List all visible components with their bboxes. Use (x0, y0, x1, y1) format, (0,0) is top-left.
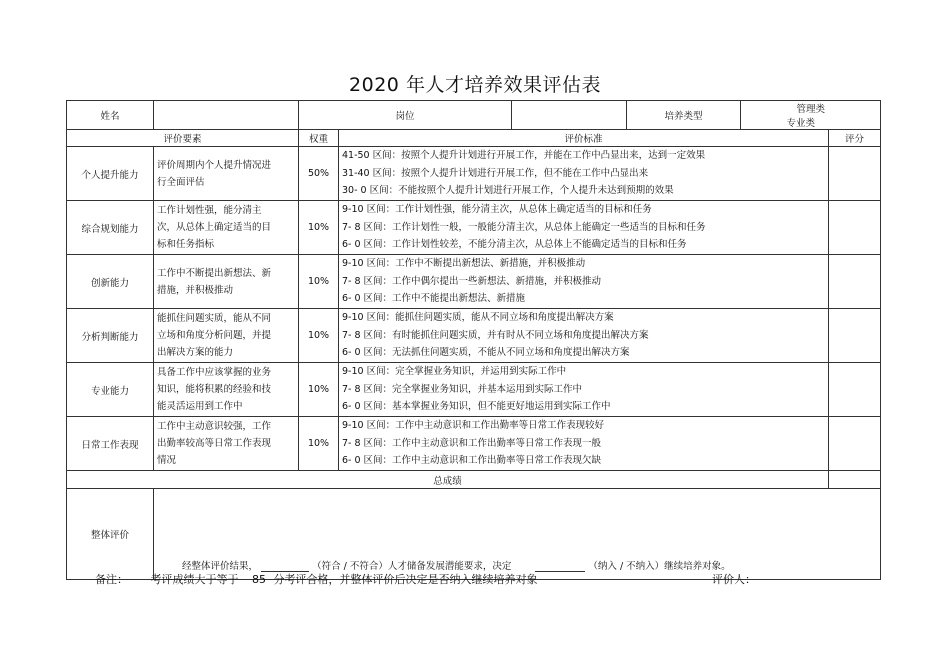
column-header-row (67, 130, 881, 147)
weight-cell: 10% (299, 417, 339, 471)
conformity-blank[interactable] (261, 561, 309, 572)
requirement-cell: 工作中主动意识较强，工作出勤率较高等日常工作表现情况 (154, 417, 299, 471)
criteria-line: 6- 0 区间：工作中主动意识和工作出勤率等日常工作表现欠缺 (342, 455, 602, 467)
name-field[interactable] (154, 101, 299, 130)
type-professional[interactable]: 专业类 (786, 118, 816, 129)
table-row (67, 417, 881, 471)
table-row (67, 147, 881, 201)
training-type-label: 培养类型 (627, 101, 741, 130)
category-cell: 个人提升能力 (67, 147, 154, 201)
criteria-cell (339, 147, 829, 201)
overall-decision: 经整体评价结果， （符合 / 不符合）人才储备发展潜能要求，决定 （纳入 / 不纳入）继续培养对象。 (154, 551, 881, 580)
criteria-line: 9-10 区间：能抓住问题实质，能从不同立场和角度提出解决方案 (342, 312, 614, 324)
criteria-cell (339, 417, 829, 471)
category-cell: 综合规划能力 (67, 201, 154, 255)
criteria-line: 7- 8 区间：工作中偶尔提出一些新想法、新措施，并积极推动 (342, 275, 602, 287)
weight-cell: 10% (299, 363, 339, 417)
criteria-line: 6- 0 区间：工作中不能提出新想法、新措施 (342, 293, 526, 305)
weight-cell: 10% (299, 201, 339, 255)
form-title: 2020 年人才培养效果评估表 (349, 74, 601, 96)
overall-label: 整体评价 (67, 489, 154, 580)
position-label: 岗位 (299, 101, 512, 130)
criteria-line: 7- 8 区间：有时能抓住问题实质，并有时从不同立场和角度提出解决方案 (342, 329, 649, 341)
score-cell[interactable] (829, 201, 881, 255)
category-cell: 日常工作表现 (67, 417, 154, 471)
criteria-line: 41-50 区间：按照个人提升计划进行开展工作，并能在工作中凸显出来，达到一定效果 (342, 150, 706, 162)
footnote: 备注： 考评成绩大于等于 85 分考评合格，并整体评价后决定是否纳入继续培养对象 (95, 573, 538, 586)
requirement-cell: 工作计划性强，能分清主次，从总体上确定适当的目标和任务指标 (154, 201, 299, 255)
criteria-line: 7- 8 区间：工作中主动意识和工作出勤率等日常工作表现一般 (342, 437, 602, 449)
evaluation-table (66, 100, 881, 580)
col-score: 评分 (829, 130, 881, 147)
requirement-cell: 能抓住问题实质，能从不同立场和角度分析问题，并提出解决方案的能力 (154, 309, 299, 363)
criteria-cell (339, 309, 829, 363)
category-cell: 创新能力 (67, 255, 154, 309)
criteria-cell (339, 363, 829, 417)
score-cell[interactable] (829, 417, 881, 471)
overall-row (67, 489, 881, 551)
criteria-cell (339, 255, 829, 309)
criteria-line: 6- 0 区间：工作计划性较差，不能分清主次，从总体上不能确定适当的目标和任务 (342, 239, 687, 251)
total-label: 总成绩 (67, 471, 829, 489)
weight-cell: 10% (299, 255, 339, 309)
criteria-line: 9-10 区间：工作中不断提出新想法、新措施，并积极推动 (342, 258, 586, 270)
category-cell: 专业能力 (67, 363, 154, 417)
table-row (67, 255, 881, 309)
criteria-line: 30- 0 区间：不能按照个人提升计划进行开展工作，个人提升未达到预期的效果 (342, 185, 674, 197)
table-row (67, 363, 881, 417)
criteria-line: 7- 8 区间：工作计划性一般，一般能分清主次，从总体上能确定一些适当的目标和任务 (342, 221, 706, 233)
requirement-cell: 评价周期内个人提升情况进行全面评估 (154, 147, 299, 201)
header-row (67, 101, 881, 130)
weight-cell: 10% (299, 309, 339, 363)
requirement-cell: 具备工作中应该掌握的业务知识，能将积累的经验和技能灵活运用到工作中 (154, 363, 299, 417)
col-criteria: 评价标准 (339, 130, 829, 147)
weight-cell: 50% (299, 147, 339, 201)
criteria-cell (339, 201, 829, 255)
inclusion-blank[interactable] (535, 561, 585, 572)
criteria-line: 9-10 区间：完全掌握业务知识，并运用到实际工作中 (342, 366, 567, 378)
score-cell[interactable] (829, 363, 881, 417)
score-cell[interactable] (829, 147, 881, 201)
total-row (67, 471, 881, 489)
criteria-line: 9-10 区间：工作中主动意识和工作出勤率等日常工作表现较好 (342, 420, 605, 432)
col-weight: 权重 (299, 130, 339, 147)
criteria-line: 6- 0 区间：基本掌握业务知识，但不能更好地运用到实际工作中 (342, 401, 611, 413)
total-score-cell[interactable] (829, 471, 881, 489)
criteria-line: 9-10 区间：工作计划性强，能分清主次，从总体上确定适当的目标和任务 (342, 204, 652, 216)
score-cell[interactable] (829, 309, 881, 363)
criteria-line: 7- 8 区间：完全掌握业务知识，并基本运用到实际工作中 (342, 383, 583, 395)
table-row (67, 201, 881, 255)
requirement-cell: 工作中不断提出新想法、新措施，并积极推动 (154, 255, 299, 309)
criteria-line: 6- 0 区间：无法抓住问题实质，不能从不同立场和角度提出解决方案 (342, 347, 630, 359)
name-label: 姓名 (67, 101, 154, 130)
position-field[interactable] (512, 101, 627, 130)
col-element: 评价要素 (67, 130, 299, 147)
overall-comment-area[interactable] (154, 489, 881, 551)
training-type-options[interactable] (741, 101, 881, 130)
criteria-line: 31-40 区间：按照个人提升计划进行开展工作，但不能在工作中凸显出来 (342, 167, 649, 179)
score-cell[interactable] (829, 255, 881, 309)
category-cell: 分析判断能力 (67, 309, 154, 363)
type-management[interactable]: 管理类 (796, 104, 826, 115)
table-row (67, 309, 881, 363)
evaluator-label: 评价人： (712, 573, 756, 586)
